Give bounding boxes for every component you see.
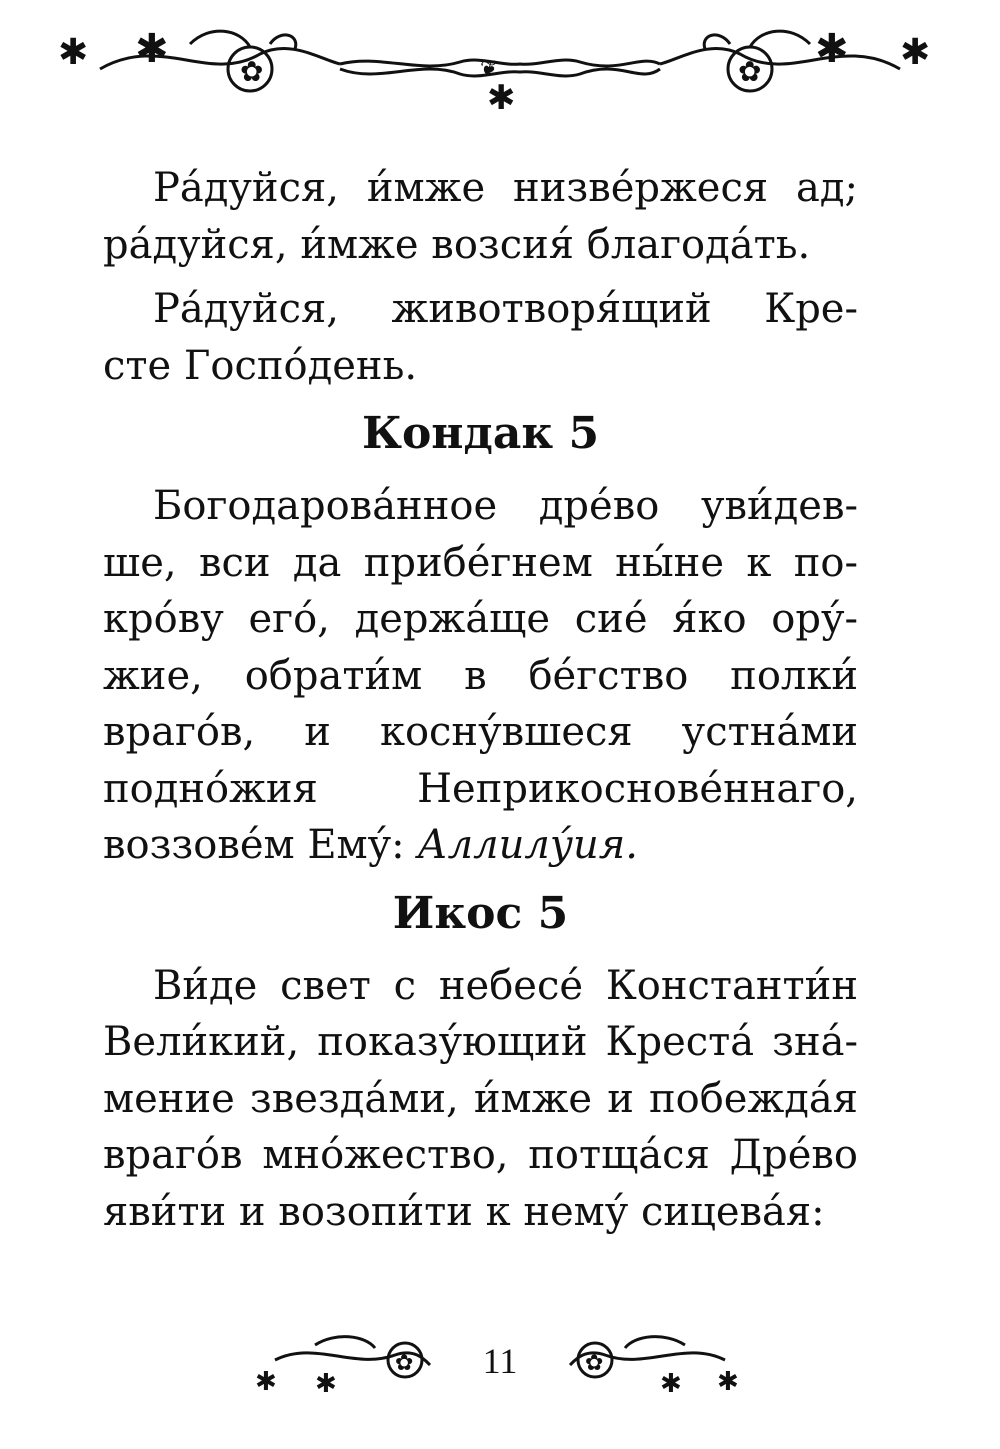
text-fragment: воззове́м Ему́: [103,822,418,868]
svg-text:❦: ❦ [480,57,499,82]
svg-text:✱: ✱ [900,32,931,73]
text-line: враго́в мно́жество, потща́ся Дре́во [103,1132,858,1178]
text-line: кро́ву его́, держа́ще сие́ я́ко ору́- [103,596,858,642]
text-line: ра́дуйся, и́мже возсия́ благода́ть. [103,221,811,268]
paragraph-rejoice-1 [103,160,858,273]
svg-text:✿: ✿ [585,1351,604,1376]
svg-text:✿: ✿ [395,1351,414,1376]
text-line: подно́жия Неприкоснове́ннаго, [103,765,858,812]
text-line: Ви́де свет с небесе́ Константи́н [153,962,858,1009]
text-line: мение звезда́ми, и́мже и побежда́я [103,1075,858,1122]
text-line: враго́в, и косну́вшеся устна́ми [103,709,858,755]
text-line: жие, обрати́м в бе́гство полки́ [103,652,858,699]
svg-text:✱: ✱ [255,1367,277,1397]
heading-ikos: Икос 5 [392,887,569,939]
paragraph-kondak [103,478,858,874]
text-line: яви́ти и возопи́ти к нему́ сицева́я: [103,1188,825,1235]
svg-text:✱: ✱ [58,32,89,73]
text-line: Ра́дуйся, и́мже низве́ржеся ад; [153,165,858,211]
page-number: 11 [482,1341,518,1381]
svg-text:✱: ✱ [315,1369,337,1399]
text-line: ше, вси да прибе́гнем ны́не к по- [103,539,858,586]
svg-text:✱: ✱ [815,26,849,72]
text-line: сте Госпо́день. [103,342,418,389]
svg-text:✱: ✱ [660,1369,682,1399]
heading-kondak: Кондак 5 [361,408,600,459]
text-line: Ра́дуйся, животворя́щий Кре- [153,286,858,332]
svg-text:✱: ✱ [717,1367,739,1397]
svg-text:✿: ✿ [738,55,762,88]
alleluia-italic: Аллилу́ия. [417,822,638,868]
top-ornament-icon [40,14,960,114]
text-line-last [103,817,858,874]
svg-text:✱: ✱ [135,26,169,72]
paragraph-ikos [103,958,858,1241]
text-line: Вели́кий, показу́ющий Креста́ зна́- [103,1019,858,1065]
svg-text:✿: ✿ [240,55,264,88]
text-line: Богодарова́нное дре́во уви́дев- [153,483,858,529]
text-body [103,160,858,1248]
paragraph-rejoice-2 [103,281,858,394]
svg-text:✱: ✱ [487,78,516,114]
